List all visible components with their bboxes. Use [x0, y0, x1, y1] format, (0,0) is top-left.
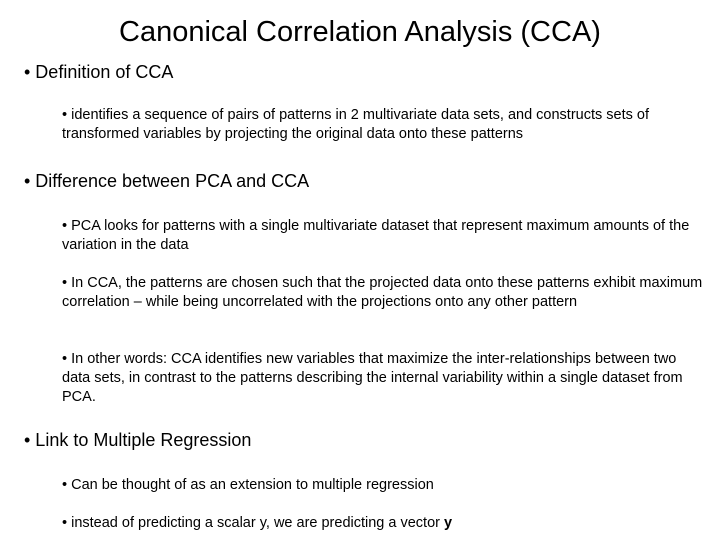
bullet-other-words: • In other words: CCA identifies new variables that maximize the inter-relationships between two data sets, in contrast to the patterns describing the internal variability within a single dataset from PCA. [62, 351, 683, 405]
bullet-cca: • In CCA, the patterns are chosen such that the projected data onto these patterns exhibit maximum correlation – while being uncorrelated with the projections onto any other pattern [62, 275, 703, 310]
bullet-extension: • Can be thought of as an extension to multiple regression [62, 477, 434, 493]
bullet-vector [62, 514, 704, 533]
vector-y-symbol: y [444, 515, 453, 531]
section-heading-regression: • Link to Multiple Regression [24, 430, 252, 450]
section-heading-difference: • Difference between PCA and CCA [24, 171, 310, 191]
slide-title: Canonical Correlation Analysis (CCA) [119, 16, 601, 48]
bullet-pca: • PCA looks for patterns with a single multivariate dataset that represent maximum amounts of the variation in the data [62, 218, 690, 253]
bullet-definition: • identifies a sequence of pairs of patterns in 2 multivariate data sets, and constructs sets of transformed variables by projecting the original data onto these patterns [62, 107, 650, 142]
section-heading-definition: • Definition of CCA [24, 62, 174, 82]
bullet-vector-text: • instead of predicting a scalar y, we are predicting a vector [62, 515, 440, 531]
